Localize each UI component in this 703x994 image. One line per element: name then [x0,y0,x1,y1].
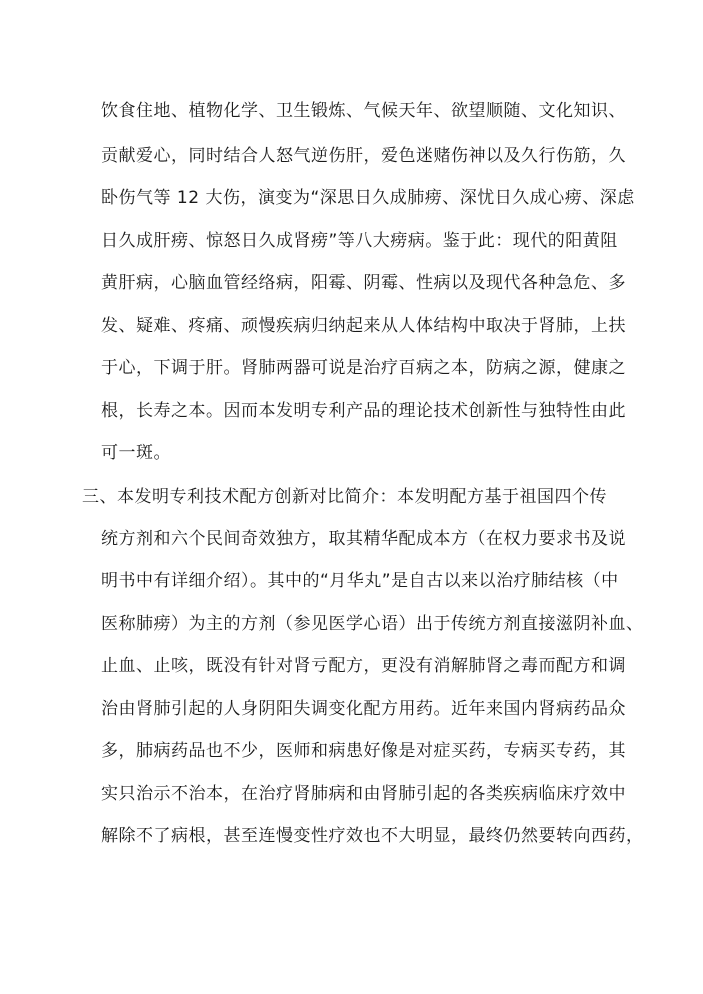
text-line: 发、疑难、疼痛、顽慢疾病归纳起来从人体结构中取决于肾肺，上扶 [101,316,626,336]
text-line: 贡献爱心，同时结合人怒气逆伤肝，爱色迷赌伤神以及久行伤筋，久 [101,146,626,166]
text-line: 实只治示不治本，在治疗肾肺病和由肾肺引起的各类疾病临床疗效中 [101,784,626,804]
text-line: 统方剂和六个民间奇效独方，取其精华配成本方（在权力要求书及说 [101,529,626,549]
text-line: 黄肝病，心脑血管经络病，阳霉、阴霉、性病以及现代各种急危、多 [101,273,626,293]
text-line: 于心，下调于肝。肾肺两器可说是治疗百病之本，防病之源，健康之 [101,358,626,378]
text-line: 治由肾肺引起的人身阴阳失调变化配方用药。近年来国内肾病药品众 [101,699,626,719]
text-line: 根，长寿之本。因而本发明专利产品的理论技术创新性与独特性由此 [101,401,626,421]
text-line: 多，肺病药品也不少，医师和病患好像是对症买药，专病买专药，其 [101,741,626,761]
text-line: 医称肺痨）为主的方剂（参见医学心语）出于传统方剂直接滋阴补血、 [101,614,644,634]
text-line: 止血、止咳，既没有针对肾亏配方，更没有消解肺肾之毒而配方和调 [101,656,626,676]
section-heading-line: 三、本发明专利技术配方创新对比简介：本发明配方基于祖国四个传 [82,487,607,507]
text-line: 明书中有详细介绍）。其中的“月华丸”是自古以来以治疗肺结核（中 [101,571,619,591]
text-line: 解除不了病根，甚至连慢变性疗效也不大明显，最终仍然要转向西药， [101,826,644,846]
text-line: 可一斑。 [101,443,171,463]
text-line: 卧伤气等 12 大伤，演变为“深思日久成肺痨、深忧日久成心痨、深虑 [101,188,635,208]
text-line: 饮食住地、植物化学、卫生锻炼、气候天年、欲望顺随、文化知识、 [101,101,626,121]
text-line: 日久成肝痨、惊怒日久成肾痨”等八大痨病。鉴于此：现代的阳黄阻 [101,231,618,251]
